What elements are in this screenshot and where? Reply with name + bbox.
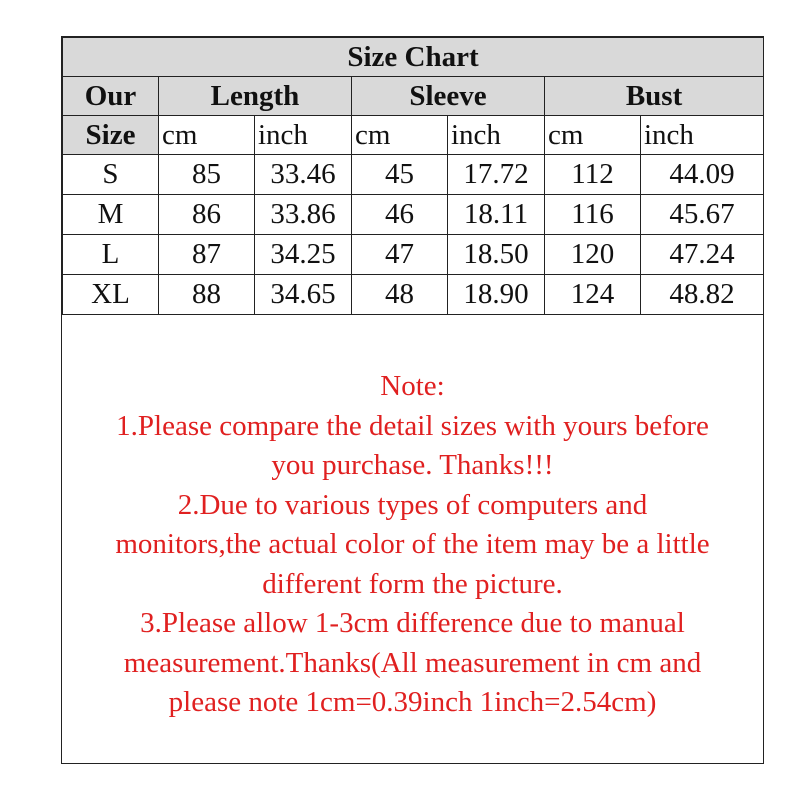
- size-chart-frame: [61, 36, 764, 764]
- note-line: different form the picture.: [262, 567, 563, 600]
- value-cell: 45: [352, 155, 448, 195]
- note-line: monitors,the actual color of the item may be a little: [115, 528, 710, 560]
- table-row: [63, 235, 764, 275]
- size-cell: M: [63, 195, 159, 235]
- value-cell: 18.90: [448, 275, 545, 315]
- value-cell: 87: [159, 235, 255, 275]
- value-cell: 47: [352, 235, 448, 275]
- note-line: measurement.Thanks(All measurement in cm and: [123, 646, 702, 679]
- table-row: [63, 155, 764, 195]
- size-chart-table: [62, 37, 764, 315]
- unit-inch: inch: [448, 116, 545, 155]
- size-cell: XL: [63, 275, 159, 315]
- note-block: [62, 367, 763, 723]
- value-cell: 48.82: [641, 275, 764, 315]
- group-length: Length: [159, 77, 352, 116]
- note-heading: Note:: [380, 370, 445, 402]
- group-sleeve: Sleeve: [352, 77, 545, 116]
- value-cell: 124: [545, 275, 641, 315]
- unit-cm: cm: [545, 116, 641, 155]
- unit-cm: cm: [159, 116, 255, 155]
- table-row: [63, 275, 764, 315]
- size-label: Size: [63, 116, 159, 155]
- unit-inch: inch: [641, 116, 764, 155]
- value-cell: 44.09: [641, 155, 764, 195]
- value-cell: 18.50: [448, 235, 545, 275]
- note-line: please note 1cm=0.39inch 1inch=2.54cm): [168, 686, 657, 718]
- table-row: [63, 195, 764, 235]
- size-cell: S: [63, 155, 159, 195]
- unit-cm: cm: [352, 116, 448, 155]
- note-line: you purchase. Thanks!!!: [271, 449, 554, 481]
- our-label: Our: [63, 77, 159, 116]
- value-cell: 48: [352, 275, 448, 315]
- table-title: Size Chart: [63, 38, 764, 77]
- note-line: 1.Please compare the detail sizes with yours before: [116, 409, 709, 442]
- note-line: 2.Due to various types of computers and: [177, 488, 648, 521]
- unit-inch: inch: [255, 116, 352, 155]
- value-cell: 112: [545, 155, 641, 195]
- value-cell: 47.24: [641, 235, 764, 275]
- value-cell: 88: [159, 275, 255, 315]
- value-cell: 116: [545, 195, 641, 235]
- value-cell: 33.86: [255, 195, 352, 235]
- size-cell: L: [63, 235, 159, 275]
- value-cell: 86: [159, 195, 255, 235]
- value-cell: 34.25: [255, 235, 352, 275]
- value-cell: 46: [352, 195, 448, 235]
- value-cell: 34.65: [255, 275, 352, 315]
- value-cell: 85: [159, 155, 255, 195]
- value-cell: 33.46: [255, 155, 352, 195]
- value-cell: 45.67: [641, 195, 764, 235]
- group-bust: Bust: [545, 77, 764, 116]
- value-cell: 120: [545, 235, 641, 275]
- value-cell: 17.72: [448, 155, 545, 195]
- note-line: 3.Please allow 1-3cm difference due to manual: [140, 607, 685, 639]
- value-cell: 18.11: [448, 195, 545, 235]
